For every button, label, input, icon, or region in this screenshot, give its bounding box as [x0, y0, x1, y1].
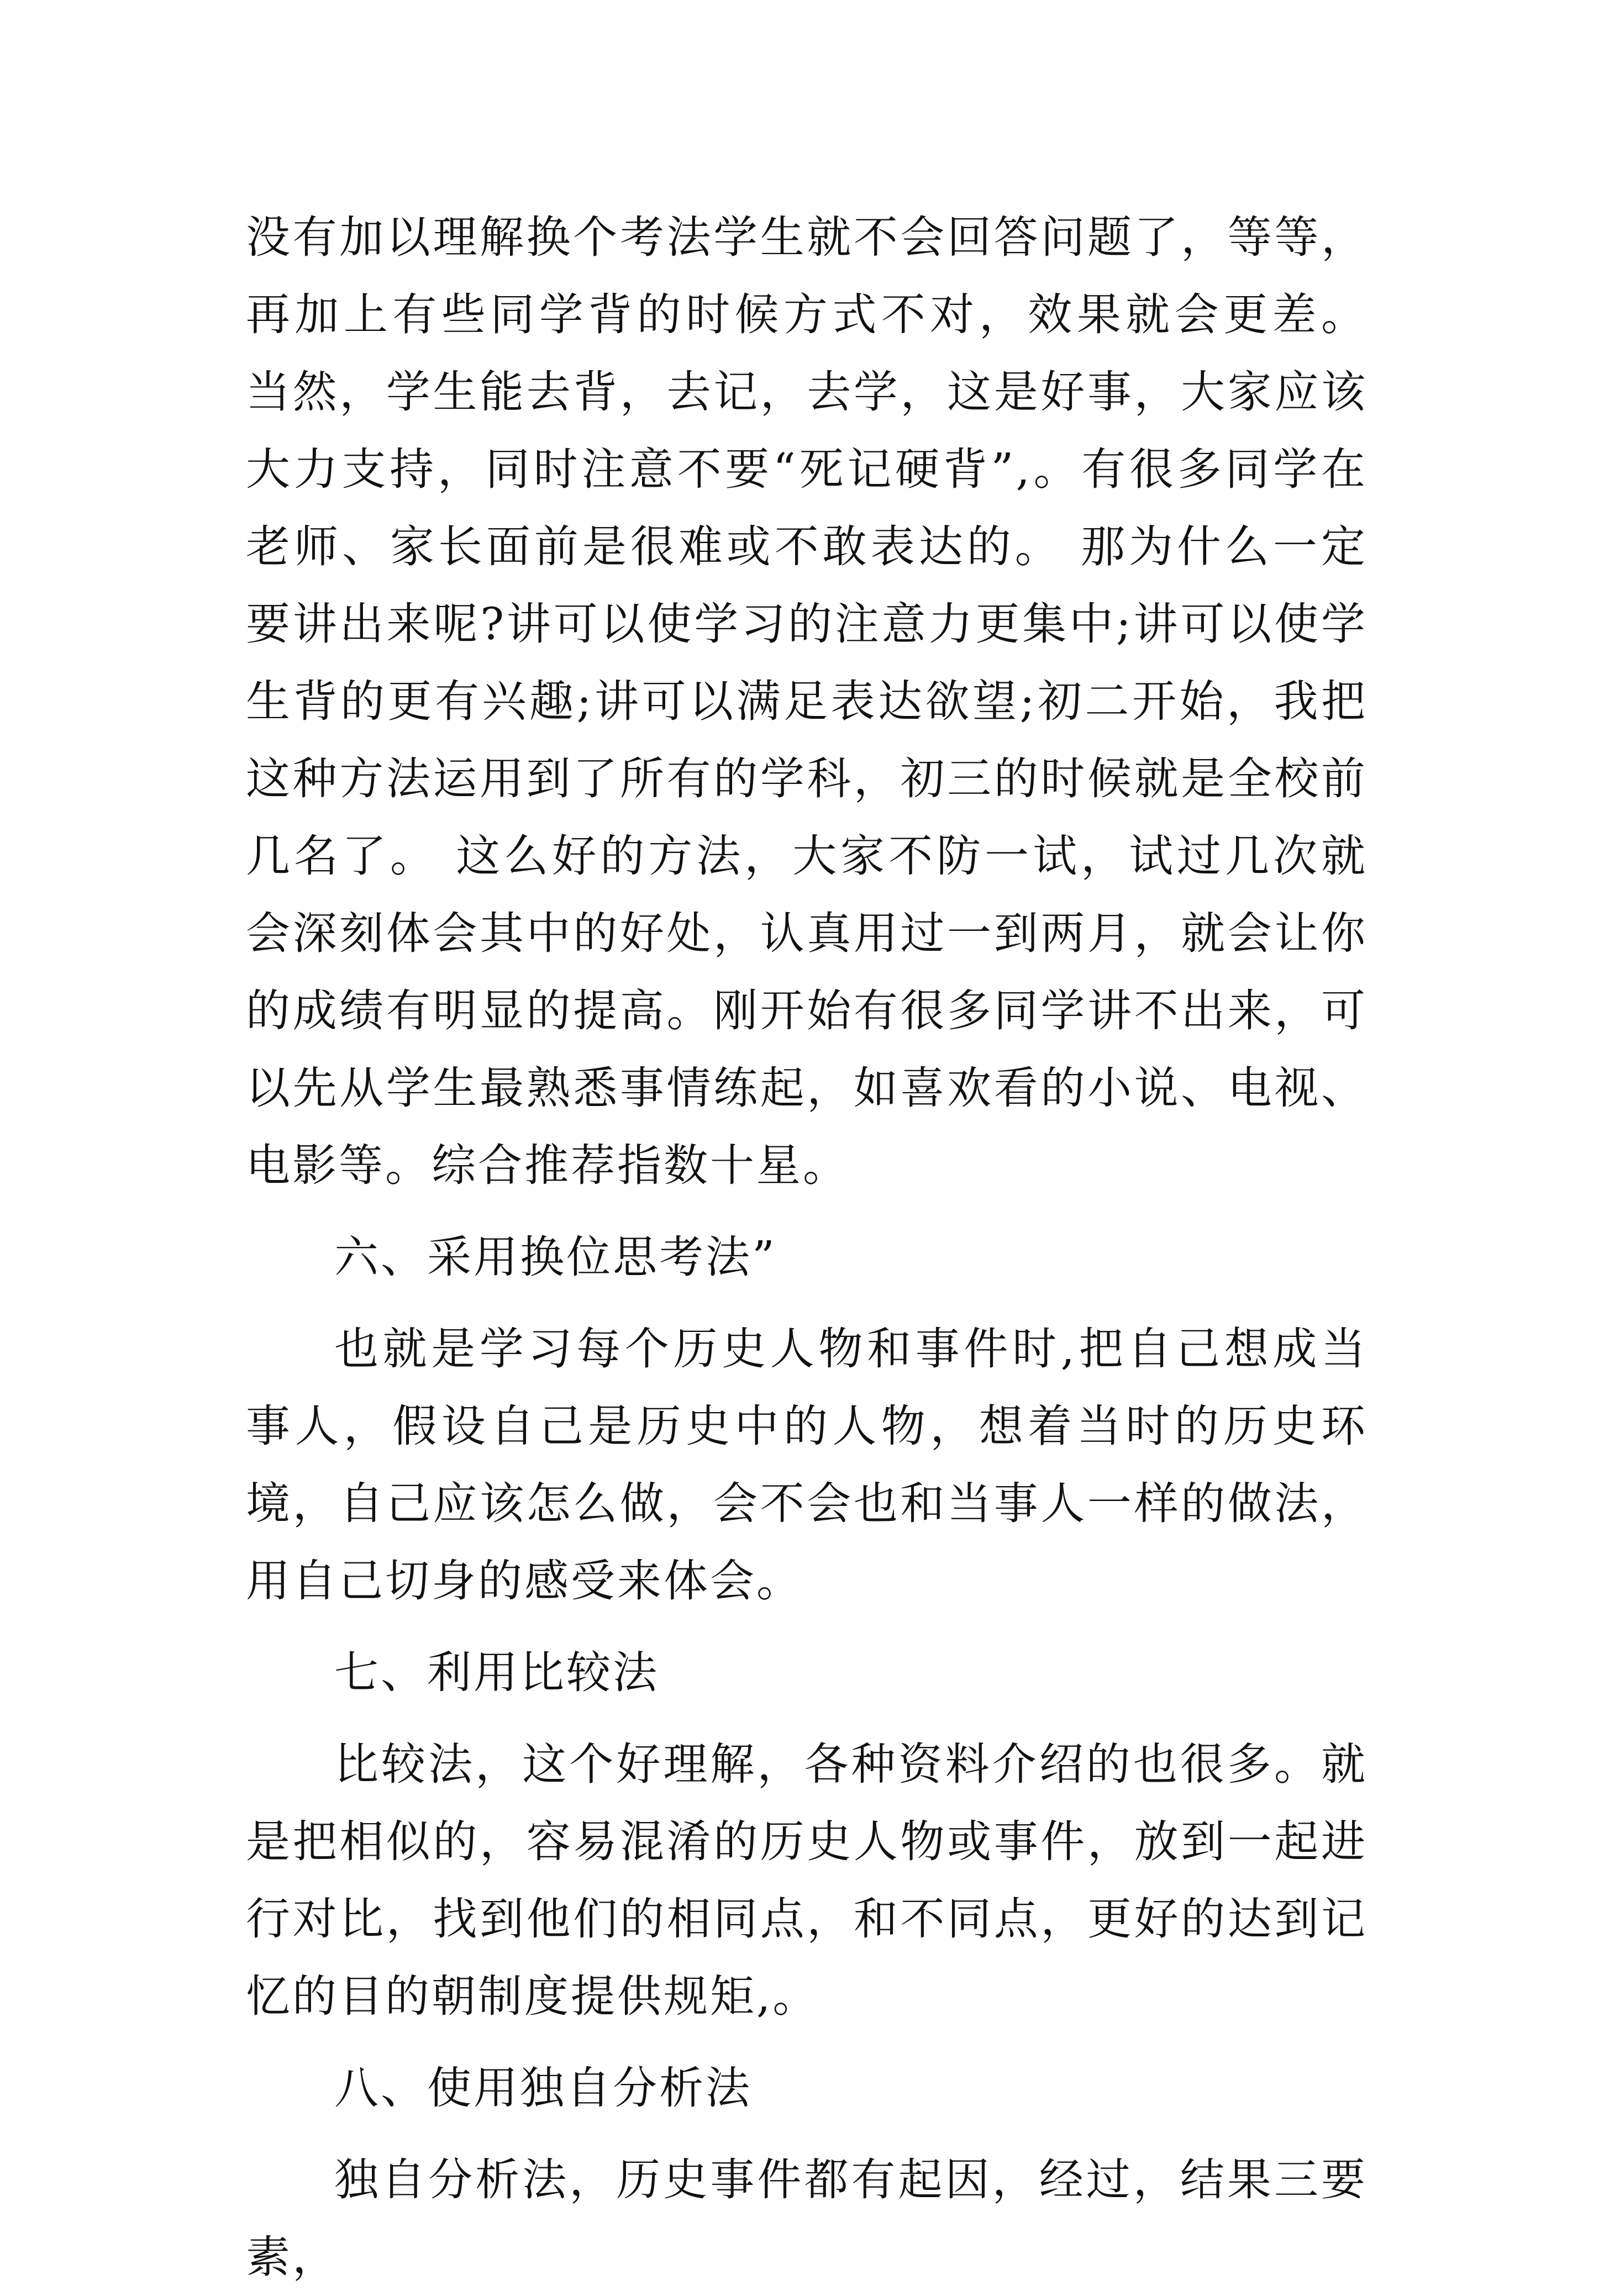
document-body [246, 199, 1367, 2296]
paragraph-intro: 没有加以理解换个考法学生就不会回答问题了，等等，再加上有些同学背的时候方式不对，效果就会更差。 当然，学生能去背，去记，去学，这是好事，大家应该大力支持，同时注意不要“死记硬背”,。有很多同学在老师、家长面前是很难或不敢表达的。 那为什么一定要讲出来呢?讲可以使学习的注意力更集中;讲可以使学生背的更有兴趣;讲可以满足表达欲望;初二开始，我把这种方法运用到了所有的学科，初三的时候就是全校前几名了。 这么好的方法，大家不防一试，试过几次就会深刻体会其中的好处，认真用过一到两月，就会让你的成绩有明显的提高。刚开始有很多同学讲不出来，可以先从学生最熟悉事情练起，如喜欢看的小说、电视、电影等。综合推荐指数十星。 [246, 212, 1367, 1191]
paragraph-section-7: 比较法，这个好理解，各种资料介绍的也很多。就是把相似的，容易混淆的历史人物或事件，放到一起进行对比，找到他们的相同点，和不同点，更好的达到记忆的目的朝制度提供规矩,。 [246, 1739, 1367, 2022]
section-heading-7: 七、利用比较法 [334, 1647, 659, 1698]
paragraph-section-6: 也就是学习每个历史人物和事件时,把自己想成当事人，假设自己是历史中的人物，想着当时的历史环境，自己应该怎么做，会不会也和当事人一样的做法，用自己切身的感受来体会。 [246, 1323, 1367, 1607]
section-heading-8: 八、使用独自分析法 [334, 2062, 752, 2114]
section-heading-6: 六、采用换位思考法” [334, 1231, 777, 1283]
paragraph-section-8: 独自分析法，历史事件都有起因，经过，结果三要素， [246, 2154, 1367, 2283]
